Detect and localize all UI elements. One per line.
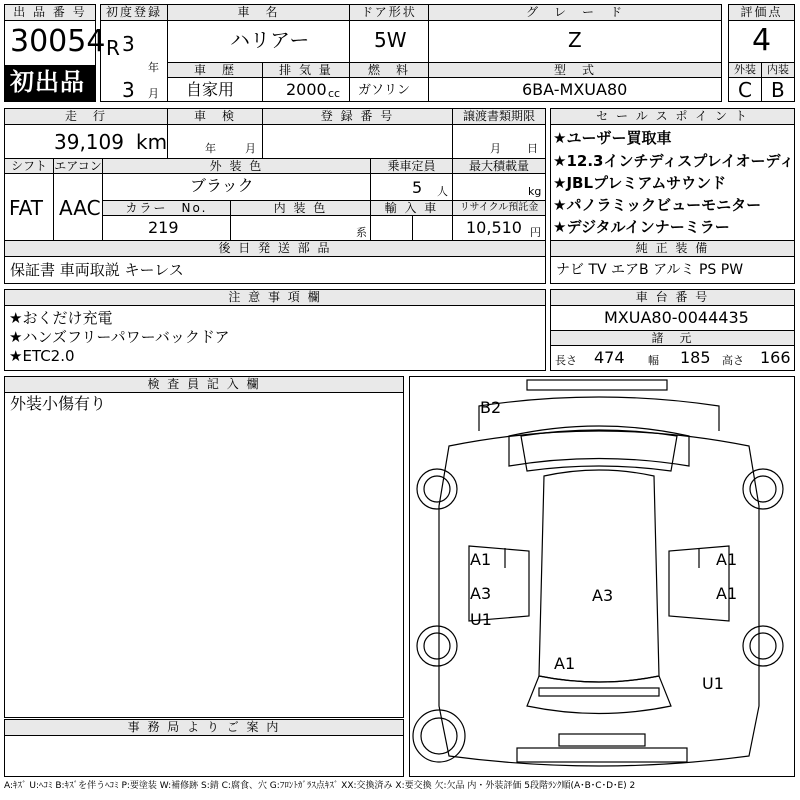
height-value: 166	[760, 348, 791, 367]
note-item: ★ETC2.0	[9, 347, 75, 365]
diagram-right-rear-wheel	[743, 469, 783, 509]
grade-value: Z	[568, 28, 582, 52]
damage-a1-hood: A1	[554, 654, 576, 673]
length-value: 474	[594, 348, 625, 367]
chassis-value: MXUA80-0044435	[604, 308, 749, 327]
history-label: 車 歴	[167, 62, 263, 78]
damage-a3-roof: A3	[592, 586, 614, 605]
reg-no-label: 登 録 番 号	[262, 108, 453, 125]
sales-item: ★ユーザー買取車	[553, 129, 672, 147]
diagram-plate	[559, 734, 645, 746]
car-name: ハリアー	[230, 28, 310, 52]
reg-year-unit: 年	[148, 61, 159, 74]
interior-cell	[230, 215, 371, 241]
damage-a3-left: A3	[470, 584, 492, 603]
damage-b2: B2	[480, 398, 502, 417]
dims-label: 諸 元	[550, 330, 795, 346]
int-score-label: 内装	[761, 62, 795, 78]
door-label: ドア形状	[349, 4, 429, 21]
transfer-day-unit: 日	[527, 142, 538, 155]
later-parts-value: 保証書 車両取説 キーレス	[10, 261, 184, 279]
reg-month: 3	[122, 78, 135, 102]
door-value: 5W	[374, 28, 407, 52]
score-value: 4	[752, 23, 772, 58]
reg-no-cell	[262, 124, 453, 159]
import-label: 輸 入 車	[370, 200, 453, 216]
inspection-month-unit: 月	[245, 142, 256, 155]
import-cell	[370, 215, 413, 241]
displacement-label: 排 気 量	[262, 62, 350, 78]
damage-a1-right: A1	[716, 584, 738, 603]
int-score: B	[771, 78, 785, 102]
damage-a1-right-front: A1	[716, 550, 738, 569]
inspection-label: 車 検	[167, 108, 263, 125]
ext-score: C	[738, 78, 752, 102]
diagram-spare-tire-inner	[421, 718, 457, 754]
diagram-windshield	[527, 676, 671, 714]
diagram-roof	[539, 470, 659, 682]
interior-unit: 系	[356, 226, 367, 239]
notes-label: 注 意 事 項 欄	[4, 289, 546, 306]
first-listing-text: 初出品	[10, 68, 85, 96]
damage-a1-left-front: A1	[470, 550, 492, 569]
recycle-unit: 円	[530, 226, 541, 239]
model-value: 6BA-MXUA80	[522, 80, 628, 99]
diagram-left-front-wheel	[417, 626, 457, 666]
diagram-left-front-hub	[424, 633, 450, 659]
damage-u1-left: U1	[470, 610, 492, 629]
sales-item: ★JBLプレミアムサウンド	[553, 174, 727, 192]
diagram-rear-glass	[521, 430, 677, 471]
length-label: 長さ	[555, 354, 577, 367]
sales-item: ★12.3インチディスプレイオーディ	[553, 152, 795, 170]
recycle-label: リサイクル預託金	[452, 200, 546, 216]
color-label: 外 装 色	[102, 158, 371, 174]
fuel-label: 燃 料	[349, 62, 429, 78]
sales-item: ★パノラミックビューモニター	[553, 196, 762, 214]
diagram-front-grille	[539, 688, 659, 696]
dims-cell	[550, 345, 795, 371]
registration-label: 初度登録	[100, 4, 168, 21]
score-label: 評価点	[728, 4, 795, 21]
color-no-value: 219	[148, 218, 179, 237]
displacement-value: 2000	[286, 80, 327, 99]
capacity-label: 乗車定員	[370, 158, 453, 174]
interior-label: 内 装 色	[230, 200, 371, 216]
fuel-value: ガソリン	[358, 83, 411, 98]
inspector-label: 検 査 員 記 入 欄	[4, 376, 404, 393]
later-parts-label: 後 日 発 送 部 品	[4, 240, 546, 257]
width-value: 185	[680, 348, 711, 367]
note-item: ★ハンズフリーパワーバックドア	[9, 328, 230, 346]
diagram-left-rear-wheel	[417, 469, 457, 509]
sales-item: ★デジタルインナーミラー	[553, 218, 730, 236]
load-unit: kg	[528, 185, 542, 198]
mileage-unit: km	[136, 130, 168, 154]
width-label: 幅	[648, 354, 659, 367]
inspection-year-unit: 年	[205, 142, 216, 155]
legend-text: A:ｷｽﾞ U:ﾍｺﾐ B:ｷｽﾞを伴うﾍｺﾐ P:要塗装 W:補修跡 S:錆 C:腐食、穴 G:ﾌﾛﾝﾄｶﾞﾗｽ点ｷｽﾞ XX:交換済み X:要交換 欠:欠品 内・外装評価 5段階ﾗﾝｸ順(A･B･C･D･E) 2	[4, 781, 636, 791]
model-label: 型 式	[428, 62, 722, 78]
transfer-label: 譲渡書類期限	[452, 108, 546, 125]
reg-era: R	[106, 36, 120, 60]
diagram-right-front-wheel	[743, 626, 783, 666]
mileage-label: 走 行	[4, 108, 168, 125]
diagram-rear-outline	[509, 426, 689, 466]
diagram-left-rear-hub	[424, 476, 450, 502]
office-label: 事 務 局 よ り ご 案 内	[4, 719, 404, 736]
inspector-comment: 外装小傷有り	[10, 394, 107, 413]
diagram-front-bumper	[517, 748, 687, 762]
history-value: 自家用	[186, 80, 235, 99]
diagram-right-front-hub	[750, 633, 776, 659]
height-label: 高さ	[722, 354, 744, 367]
ext-score-label: 外装	[728, 62, 762, 78]
damage-u1-right: U1	[702, 674, 724, 693]
transfer-month-unit: 月	[490, 142, 501, 155]
lot-number: 30054	[10, 24, 106, 59]
equipment-value: ナビ TV エアB アルミ PS PW	[556, 262, 744, 278]
diagram-top-rect	[527, 380, 667, 390]
mileage-value: 39,109	[54, 130, 124, 154]
import-cell-2	[412, 215, 453, 241]
shift-value: FAT	[9, 196, 44, 220]
load-label: 最大積載量	[452, 158, 546, 174]
capacity-unit: 人	[437, 185, 448, 198]
office-cell	[4, 735, 404, 777]
inspector-cell	[4, 392, 404, 718]
shift-label: シフト	[4, 158, 54, 174]
sales-label: セ ー ル ス ポ イ ン ト	[550, 108, 795, 125]
ac-value: AAC	[59, 196, 101, 220]
color-value: ブラック	[190, 176, 254, 195]
car-name-label: 車 名	[167, 4, 350, 21]
chassis-label: 車 台 番 号	[550, 289, 795, 306]
lot-number-label: 出 品 番 号	[4, 4, 96, 21]
reg-year: 3	[122, 32, 135, 56]
ac-label: エアコン	[54, 159, 102, 173]
equipment-label: 純 正 装 備	[550, 240, 795, 257]
diagram-right-rear-hub	[750, 476, 776, 502]
grade-label: グ レ ー ド	[428, 4, 722, 21]
capacity-value: 5	[412, 178, 423, 197]
car-diagram	[409, 376, 795, 777]
color-no-label: カラー No.	[102, 200, 231, 216]
reg-month-unit: 月	[148, 87, 159, 100]
recycle-value: 10,510	[466, 218, 522, 237]
note-item: ★おくだけ充電	[9, 309, 113, 327]
displacement-unit: cc	[328, 87, 341, 100]
